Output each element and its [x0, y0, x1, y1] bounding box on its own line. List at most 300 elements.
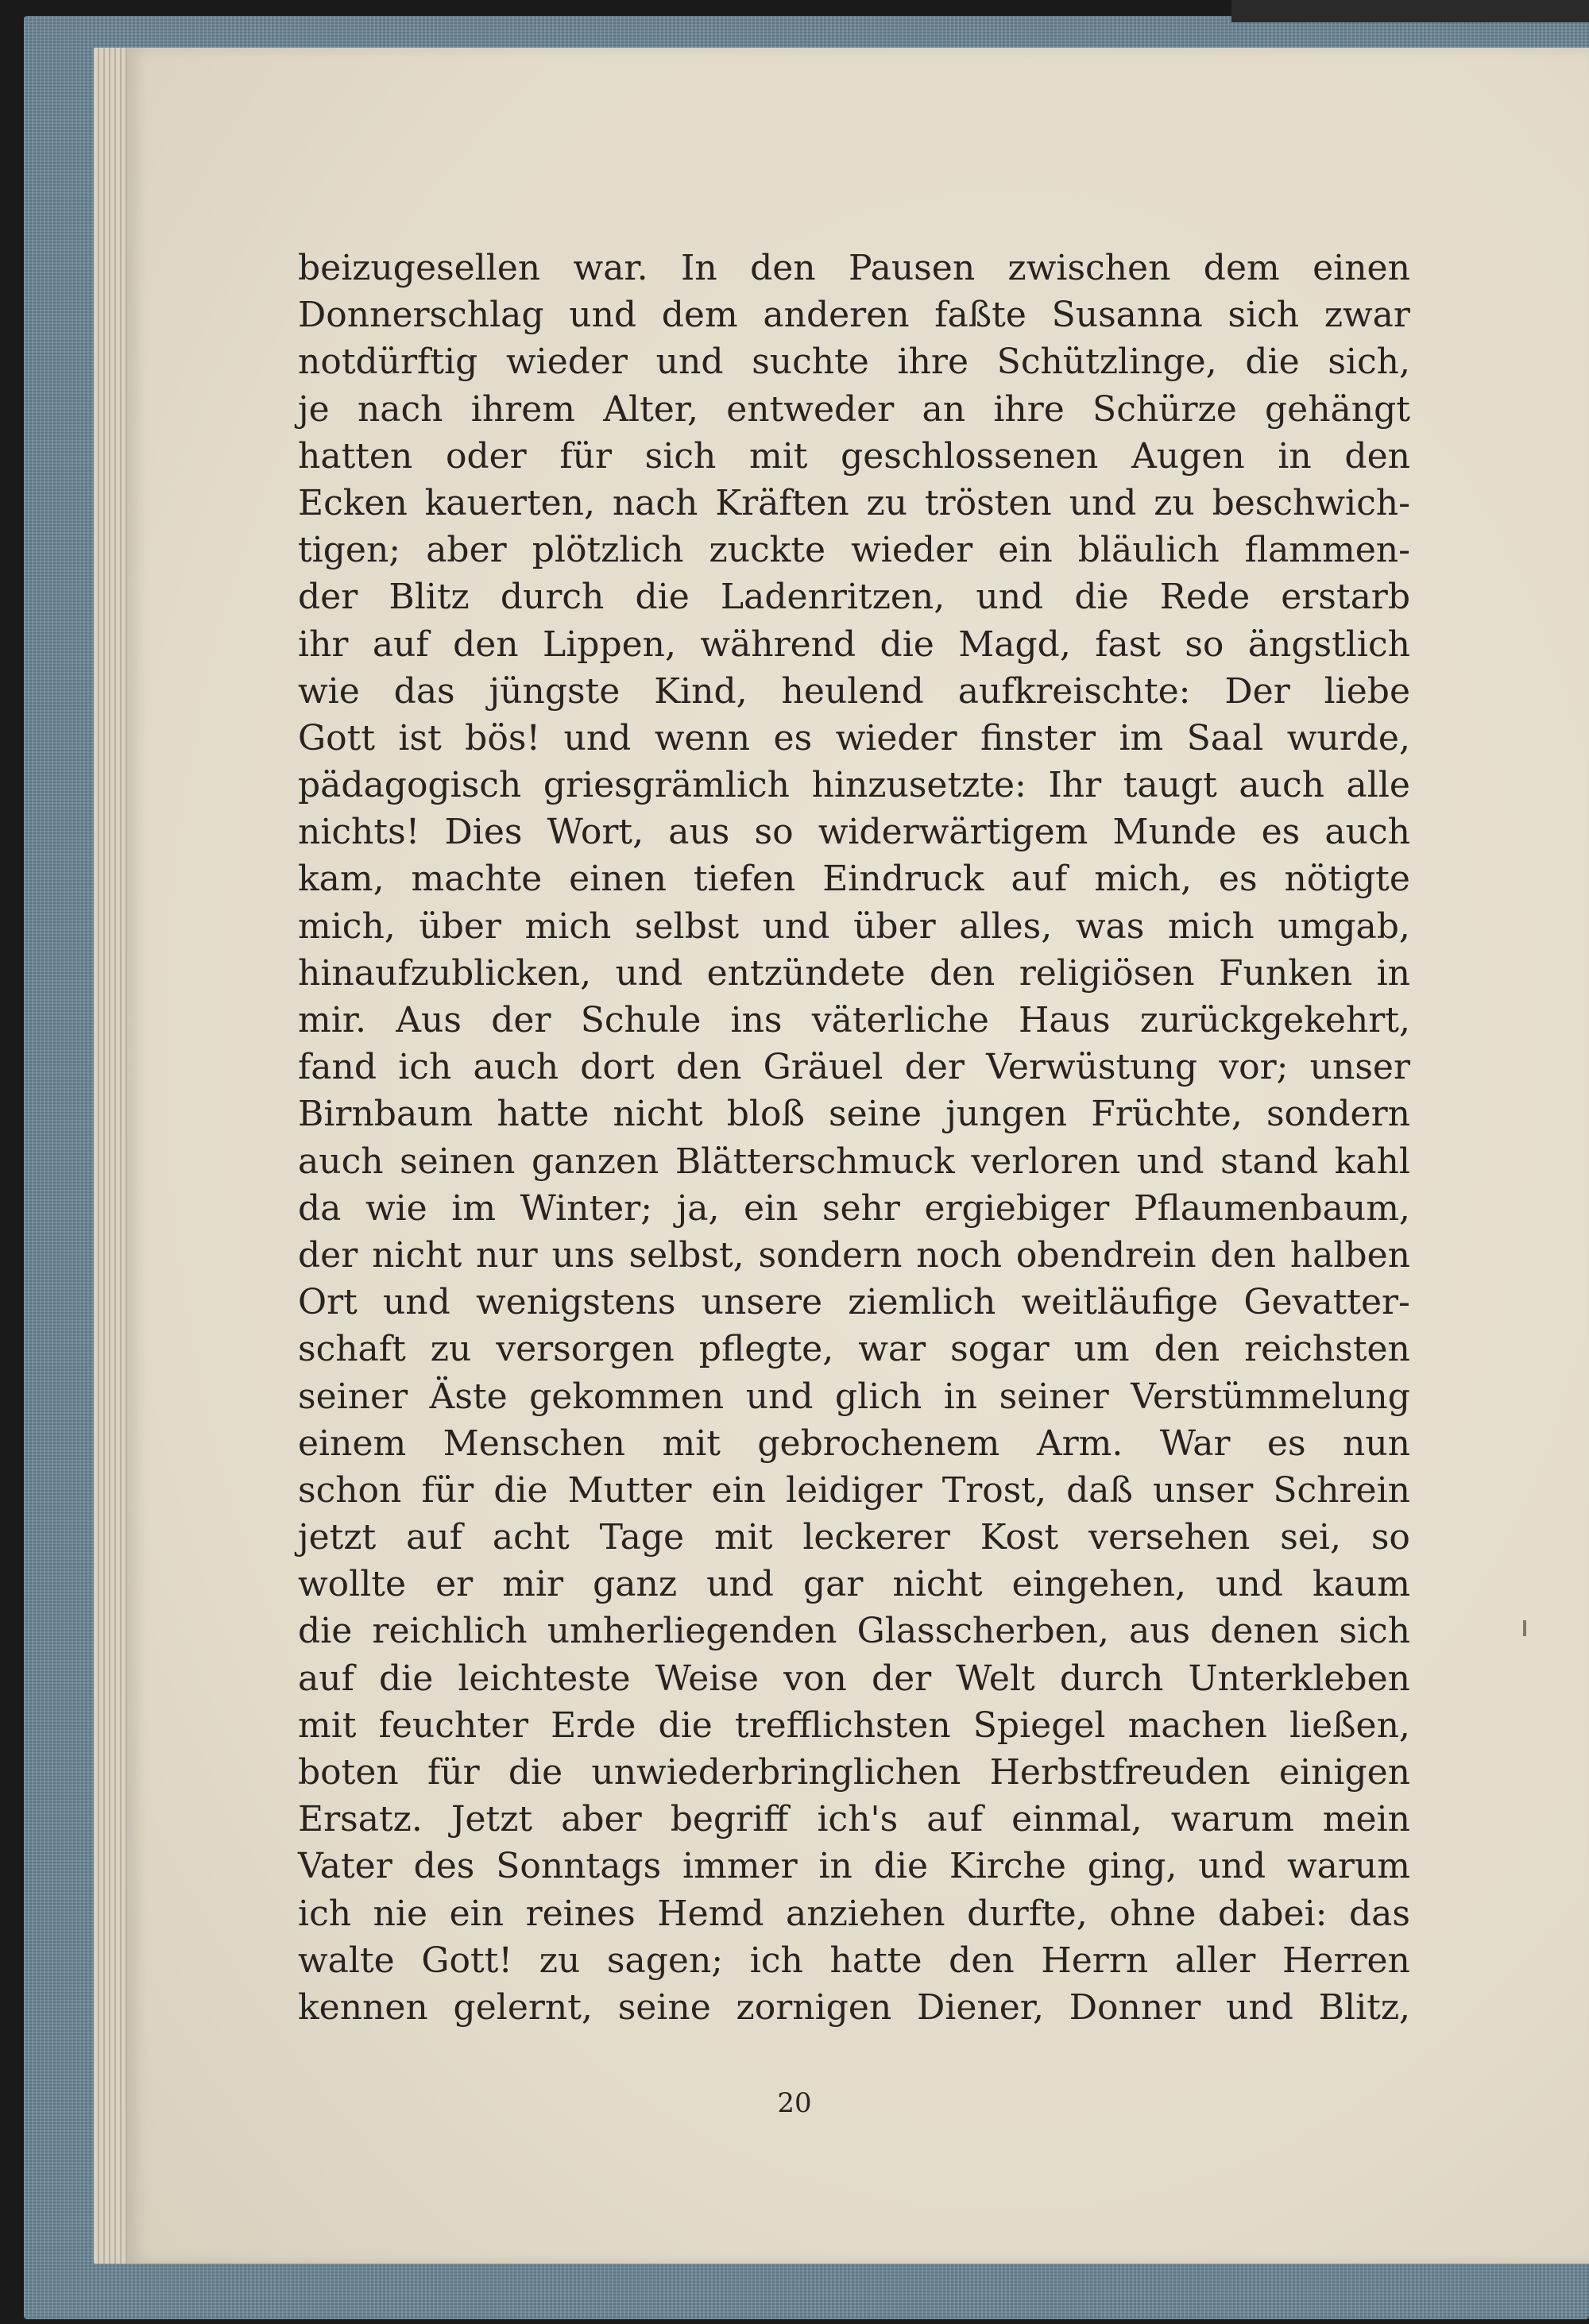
- word: jetzt: [298, 1517, 377, 1558]
- word: wie: [365, 1187, 427, 1229]
- word: aber: [561, 1799, 642, 1840]
- word: Herrn: [1041, 1940, 1149, 1981]
- word: Kirche: [949, 1846, 1066, 1887]
- word: auf: [406, 1517, 462, 1558]
- word: Vater: [298, 1846, 392, 1887]
- word: Gräuel: [763, 1047, 883, 1088]
- text-line: [298, 1890, 1410, 1937]
- word: der: [904, 1047, 965, 1088]
- word: Früchte,: [1091, 1094, 1243, 1135]
- word: hatte: [497, 1094, 590, 1135]
- word: Saal: [1186, 717, 1264, 759]
- word: dem: [661, 295, 738, 336]
- word: faßte: [934, 295, 1026, 336]
- word: die: [658, 1704, 713, 1746]
- word: und: [1216, 1564, 1283, 1605]
- word: immer: [682, 1846, 798, 1887]
- word: das: [393, 670, 455, 712]
- word: den: [949, 1940, 1015, 1981]
- text-line: [298, 433, 1410, 480]
- word: die: [493, 1469, 548, 1511]
- word: der: [871, 1658, 932, 1699]
- word: es: [1266, 1423, 1306, 1464]
- word: nach: [357, 388, 443, 430]
- word: selbst,: [628, 1234, 744, 1276]
- word: im: [1119, 717, 1164, 759]
- word: schaft: [298, 1329, 406, 1370]
- word: Aus: [396, 1000, 462, 1040]
- word: selbst: [634, 905, 740, 947]
- word: suchte: [752, 342, 869, 383]
- word: zornigen: [736, 1986, 892, 2028]
- word: von: [783, 1658, 847, 1699]
- word: den: [1344, 435, 1410, 477]
- word: flammen-: [1244, 530, 1410, 571]
- word: aus: [668, 812, 730, 853]
- word: auch: [298, 1141, 384, 1182]
- word: Sonntags: [496, 1846, 662, 1887]
- word: den: [1154, 1329, 1220, 1370]
- word: versorgen: [496, 1329, 675, 1370]
- word: Diener,: [917, 1986, 1044, 2028]
- word: aus: [1128, 1611, 1191, 1652]
- word: je: [298, 388, 330, 430]
- word: Menschen: [443, 1423, 626, 1464]
- text-line: [298, 1185, 1410, 1232]
- word: mit: [298, 1704, 357, 1746]
- word: ich's: [817, 1799, 899, 1840]
- word: der: [491, 1000, 551, 1040]
- text-line: [298, 1467, 1410, 1514]
- word: gelernt,: [453, 1986, 593, 2028]
- word: Blitz: [389, 577, 470, 618]
- word: leckerer: [802, 1517, 950, 1558]
- word: mich: [1167, 905, 1255, 947]
- text-line: [298, 855, 1410, 902]
- word: nur: [475, 1234, 538, 1276]
- word: Augen: [1131, 435, 1245, 477]
- word: Donnerschlag: [298, 295, 544, 336]
- word: mit: [748, 435, 808, 477]
- word: Wort,: [547, 812, 644, 853]
- text-line: [298, 621, 1410, 668]
- word: ganzen: [532, 1141, 659, 1182]
- word: Glasscherben,: [856, 1611, 1109, 1652]
- text-line: [298, 1138, 1410, 1185]
- word: beschwich-: [1212, 482, 1410, 523]
- word: Gott!: [421, 1940, 513, 1981]
- word: boten: [298, 1752, 399, 1793]
- word: warum: [1286, 1846, 1410, 1887]
- word: mein: [1322, 1799, 1410, 1840]
- word: den: [453, 623, 519, 665]
- word: Schürze: [1092, 388, 1237, 430]
- word: noch: [916, 1234, 1003, 1276]
- word: unser: [1309, 1047, 1410, 1088]
- word: ziemlich: [848, 1282, 996, 1323]
- word: notdürftig: [298, 342, 478, 383]
- word: während: [700, 623, 856, 665]
- text-line: [298, 480, 1410, 527]
- word: Funken: [1218, 952, 1353, 994]
- text-line: [298, 1984, 1410, 2031]
- word: denen: [1210, 1611, 1320, 1652]
- scan-background-corner: [1231, 0, 1589, 22]
- word: Kind,: [654, 670, 748, 712]
- word: und: [706, 1564, 774, 1605]
- word: so: [754, 812, 794, 853]
- word: kahl: [1334, 1141, 1410, 1182]
- word: mit: [713, 1517, 773, 1558]
- word: auf: [298, 1658, 354, 1699]
- text-line: [298, 903, 1410, 950]
- word: jüngste: [489, 670, 621, 712]
- text-line: [298, 245, 1410, 291]
- word: alles,: [959, 905, 1053, 947]
- word: zu: [866, 482, 908, 523]
- text-line: [298, 1796, 1410, 1843]
- text-line: [298, 1655, 1410, 1702]
- word: ließen,: [1289, 1704, 1410, 1746]
- word: auf: [1011, 859, 1068, 900]
- text-line: [298, 1749, 1410, 1796]
- word: fand: [298, 1047, 377, 1088]
- word: tigen;: [298, 530, 401, 571]
- word: sich: [644, 435, 717, 477]
- text-line: [298, 1937, 1410, 1984]
- word: finster: [980, 717, 1096, 759]
- word: Schule: [580, 1000, 702, 1040]
- word: nach: [612, 482, 698, 523]
- word: mir: [502, 1564, 564, 1605]
- text-line: [298, 1514, 1410, 1561]
- word: umherliegenden: [547, 1611, 837, 1652]
- word: machte: [411, 859, 543, 900]
- word: wenigstens: [475, 1282, 676, 1323]
- word: sich: [1339, 1611, 1410, 1652]
- word: stand: [1220, 1141, 1319, 1182]
- word: seine: [829, 1094, 922, 1135]
- word: Rede: [1159, 577, 1251, 618]
- text-line: [298, 715, 1410, 762]
- text-line: [298, 1279, 1410, 1326]
- word: Eindruck: [822, 859, 984, 900]
- word: Lippen,: [542, 623, 676, 665]
- word: für: [559, 435, 613, 477]
- word: trefflichsten: [734, 1704, 951, 1746]
- word: unsere: [701, 1282, 823, 1323]
- word: kaum: [1312, 1564, 1410, 1605]
- word: Kost: [980, 1517, 1059, 1558]
- word: nötigte: [1284, 859, 1410, 900]
- word: gekommen: [529, 1376, 725, 1417]
- word: einigen: [1278, 1752, 1410, 1793]
- word: glich: [834, 1376, 922, 1417]
- word: feuchter: [378, 1704, 528, 1746]
- word: dort: [580, 1047, 655, 1088]
- word: im: [451, 1187, 497, 1229]
- word: mir.: [298, 1000, 366, 1040]
- word: zurückgekehrt,: [1139, 1000, 1410, 1040]
- word: ihre: [993, 388, 1065, 430]
- word: weitläufige: [1021, 1282, 1219, 1323]
- word: kauerten,: [424, 482, 595, 523]
- word: umgab,: [1278, 905, 1410, 947]
- word: nichts!: [298, 812, 420, 853]
- word: Welt: [956, 1658, 1035, 1699]
- word: in: [818, 1846, 852, 1887]
- word: zu: [1154, 482, 1195, 523]
- word: ins: [730, 1000, 783, 1040]
- word: bläulich: [1077, 530, 1220, 571]
- word: Unterkleben: [1188, 1658, 1410, 1699]
- word: zuckte: [709, 530, 826, 571]
- word: eingehen,: [1011, 1564, 1187, 1605]
- text-line: [298, 1232, 1410, 1279]
- word: und: [615, 952, 683, 994]
- word: und: [745, 1376, 814, 1417]
- word: über: [853, 905, 936, 947]
- word: gar: [803, 1564, 864, 1605]
- word: vor;: [1219, 1047, 1289, 1088]
- word: plötzlich: [532, 530, 684, 571]
- text-line: [298, 1326, 1410, 1372]
- word: ein: [998, 530, 1053, 571]
- word: Ersatz.: [298, 1799, 423, 1840]
- word: seiner: [298, 1376, 408, 1417]
- word: Alter,: [603, 388, 698, 430]
- word: aber: [426, 530, 507, 571]
- word: durch: [500, 577, 605, 618]
- word: gehängt: [1265, 388, 1410, 430]
- word: Pausen: [849, 248, 976, 288]
- word: ihrem: [470, 388, 575, 430]
- word: Kräften: [715, 482, 849, 523]
- text-line: [298, 1608, 1410, 1654]
- word: Verwüstung: [986, 1047, 1198, 1088]
- word: acht: [492, 1517, 570, 1558]
- word: Munde: [1112, 812, 1237, 853]
- word: widerwärtigem: [818, 812, 1088, 853]
- text-line: [298, 950, 1410, 997]
- word: walte: [298, 1940, 395, 1981]
- word: Jetzt: [450, 1799, 533, 1840]
- text-line: [298, 1091, 1410, 1137]
- word: und: [1069, 482, 1137, 523]
- word: warum: [1170, 1799, 1294, 1840]
- word: Trost,: [941, 1469, 1046, 1511]
- word: Ihr: [1048, 765, 1102, 806]
- word: Ladenritzen,: [720, 577, 945, 618]
- word: einen: [1313, 248, 1410, 288]
- text-line: [298, 1373, 1410, 1420]
- word: und: [1198, 1846, 1266, 1887]
- text-line: [298, 291, 1410, 338]
- stray-ink-mark: [1523, 1620, 1526, 1636]
- word: Gott: [298, 717, 376, 759]
- word: die: [298, 1611, 353, 1652]
- word: sehr: [822, 1187, 900, 1229]
- word: zwischen: [1007, 248, 1171, 288]
- word: nie: [373, 1893, 428, 1934]
- word: Mutter: [567, 1469, 692, 1511]
- word: auf: [372, 623, 429, 665]
- word: väterliche: [811, 1000, 989, 1040]
- word: obendrein: [1015, 1234, 1197, 1276]
- word: In: [681, 248, 717, 288]
- word: auch: [1239, 765, 1324, 806]
- word: tiefen: [693, 859, 796, 900]
- text-line: [298, 997, 1410, 1044]
- word: reichsten: [1244, 1329, 1410, 1370]
- word: wenn: [654, 717, 751, 759]
- word: auch: [1324, 812, 1410, 853]
- word: es: [773, 717, 813, 759]
- word: halben: [1289, 1234, 1410, 1276]
- word: ihre: [897, 342, 968, 383]
- word: Donner: [1069, 1986, 1201, 2028]
- word: und: [569, 295, 637, 336]
- word: in: [943, 1376, 978, 1417]
- word: alle: [1346, 765, 1410, 806]
- word: und: [563, 717, 632, 759]
- word: das: [1349, 1893, 1410, 1934]
- word: dem: [1203, 248, 1280, 288]
- word: den: [929, 952, 996, 994]
- word: auf: [926, 1799, 984, 1840]
- word: sondern: [758, 1234, 903, 1276]
- word: der: [298, 1234, 358, 1276]
- word: die: [880, 623, 934, 665]
- word: und: [762, 905, 830, 947]
- word: die: [873, 1846, 929, 1887]
- word: hinaufzublicken,: [298, 952, 592, 994]
- word: anderen: [763, 295, 910, 336]
- word: anziehen: [786, 1893, 945, 1934]
- word: leichteste: [458, 1658, 631, 1699]
- word: seinen: [400, 1141, 516, 1182]
- body-text: [298, 245, 1410, 2031]
- word: sich: [1228, 295, 1300, 336]
- word: seine: [617, 1986, 711, 2028]
- word: ihr: [298, 623, 349, 665]
- word: ganz: [593, 1564, 678, 1605]
- word: reichlich: [372, 1611, 528, 1652]
- word: nicht: [613, 1094, 703, 1135]
- word: Susanna: [1051, 295, 1203, 336]
- word: unser: [1152, 1469, 1254, 1511]
- word: erstarb: [1281, 577, 1410, 618]
- word: dabei:: [1217, 1893, 1328, 1934]
- word: Gevatter-: [1243, 1282, 1410, 1323]
- word: auch: [473, 1047, 559, 1088]
- word: wieder: [851, 530, 973, 571]
- word: mit: [662, 1423, 721, 1464]
- word: die: [508, 1752, 563, 1793]
- word: zu: [539, 1940, 581, 1981]
- word: Weise: [655, 1658, 760, 1699]
- word: seiner: [999, 1376, 1109, 1417]
- word: da: [298, 1187, 342, 1229]
- word: Dies: [444, 812, 523, 853]
- text-line: [298, 1420, 1410, 1467]
- word: unwiederbringlichen: [591, 1752, 961, 1793]
- word: fast: [1095, 623, 1161, 665]
- word: Äste: [429, 1376, 508, 1417]
- word: Ort: [298, 1282, 358, 1323]
- word: liebe: [1324, 670, 1410, 712]
- word: um: [1073, 1329, 1130, 1370]
- word: verloren: [971, 1141, 1121, 1182]
- word: für: [427, 1752, 480, 1793]
- word: leidiger: [786, 1469, 922, 1511]
- word: ich: [749, 1940, 803, 1981]
- word: sondern: [1266, 1094, 1410, 1135]
- word: Ecken: [298, 482, 408, 523]
- word: ohne: [1109, 1893, 1197, 1934]
- word: so: [1185, 623, 1224, 665]
- word: Schützlinge,: [996, 342, 1217, 383]
- text-line: [298, 338, 1410, 385]
- word: war.: [573, 248, 648, 288]
- word: für: [421, 1469, 474, 1511]
- word: in: [1278, 435, 1312, 477]
- word: Winter;: [520, 1187, 653, 1229]
- word: versehen: [1088, 1517, 1251, 1558]
- word: zwar: [1324, 295, 1410, 336]
- word: nicht: [892, 1564, 983, 1605]
- word: daß: [1066, 1469, 1133, 1511]
- word: mich: [524, 905, 612, 947]
- word: durfte,: [967, 1893, 1088, 1934]
- word: Der: [1224, 670, 1290, 712]
- word: einem: [298, 1423, 407, 1464]
- word: Spiegel: [972, 1704, 1106, 1746]
- word: mich,: [1094, 859, 1192, 900]
- word: geschlossenen: [841, 435, 1099, 477]
- text-line: [298, 527, 1410, 573]
- word: trösten: [924, 482, 1052, 523]
- word: hinzusetzte:: [811, 765, 1026, 806]
- word: mich,: [298, 905, 396, 947]
- word: einen: [569, 859, 667, 900]
- word: wollte: [298, 1564, 407, 1605]
- word: nun: [1342, 1423, 1410, 1464]
- word: des: [413, 1846, 475, 1887]
- page-number: 20: [777, 2087, 812, 2119]
- word: durch: [1059, 1658, 1164, 1699]
- word: die: [635, 577, 690, 618]
- word: jungen: [945, 1094, 1068, 1135]
- word: Blätterschmuck: [675, 1141, 955, 1182]
- word: oder: [445, 435, 527, 477]
- word: der: [298, 577, 358, 618]
- word: gebrochenem: [757, 1423, 1000, 1464]
- word: begriff: [670, 1799, 789, 1840]
- word: wieder: [835, 717, 957, 759]
- word: die: [1074, 577, 1129, 618]
- word: war: [858, 1329, 926, 1370]
- word: den: [750, 248, 816, 288]
- word: sogar: [950, 1329, 1050, 1370]
- word: Erde: [551, 1704, 636, 1746]
- word: Pflaumenbaum,: [1133, 1187, 1410, 1229]
- word: Arm.: [1036, 1423, 1123, 1464]
- word: kam,: [298, 859, 385, 900]
- word: schon: [298, 1469, 402, 1511]
- word: heulend: [781, 670, 924, 712]
- word: machen: [1127, 1704, 1267, 1746]
